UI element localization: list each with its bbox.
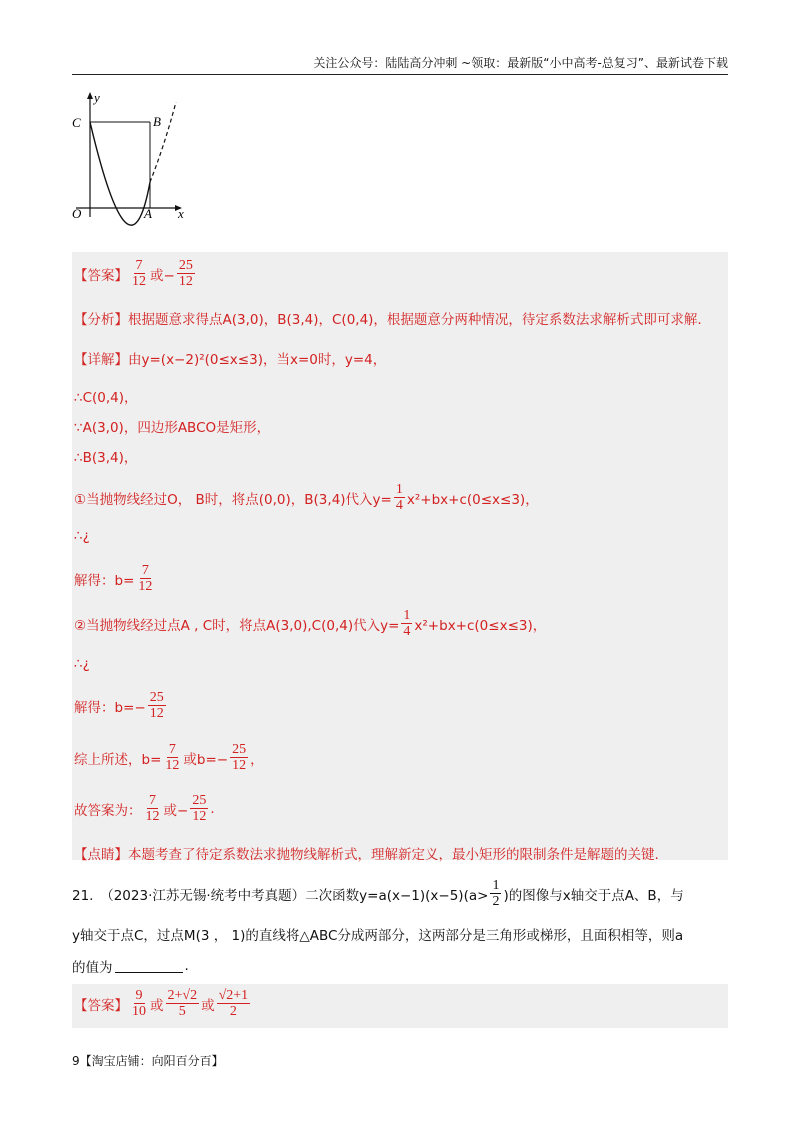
page-footer: 9【淘宝店铺：向阳百分百】 bbox=[72, 1054, 224, 1068]
question-21-text-1: 21. （2023·江苏无锡·统考中考真题）二次函数y=a(x−1)(x−5)(a> bbox=[72, 887, 489, 904]
step-b: ∴B(3,4)， bbox=[74, 450, 138, 466]
label-o: O bbox=[72, 206, 82, 221]
y-axis-arrow bbox=[87, 92, 93, 99]
final-tail: . bbox=[210, 800, 215, 817]
question-21-text-1b: )的图像与x轴交于点A、B，与 bbox=[503, 887, 684, 904]
question-21-line-2: y轴交于点C，过点M(3 ， 1)的直线将△ABC分成两部分，这两部分是三角形或梯形，且面积相等，则a bbox=[72, 928, 684, 944]
step-rectangle: ∵A(3,0)，四边形ABCO是矩形， bbox=[74, 420, 271, 436]
label-x: x bbox=[178, 206, 184, 221]
final-fraction-2: $\frac{25}{12}$ bbox=[192, 793, 207, 824]
label-y: y bbox=[94, 92, 100, 105]
final-or: 或− bbox=[163, 802, 189, 819]
answer-2-tag: 【答案】 bbox=[74, 997, 128, 1014]
detail-line bbox=[74, 348, 386, 368]
page-header: 关注公众号：陆陆高分冲刺 ~领取：最新版“小中高考-总复习”、最新试卷下载 bbox=[72, 54, 728, 75]
case-2-text: ②当抛物线经过点A , C时，将点A(3,0),C(0,4)代入y= bbox=[74, 617, 400, 634]
case-1-text: ①当抛物线经过O， B时，将点(0,0)，B(3,4)代入y= bbox=[74, 491, 392, 508]
analysis-tag: 【分析】 bbox=[74, 312, 128, 328]
answer-blank bbox=[115, 960, 183, 973]
summary-or: 或b=− bbox=[183, 751, 229, 768]
summary-text: 综上所述，b= bbox=[74, 751, 162, 768]
answer-2-fraction-2: $\frac{2+√2}{5}$ bbox=[167, 988, 198, 1019]
solve-2-text: 解得：b=− bbox=[74, 699, 146, 716]
label-a: A bbox=[144, 206, 152, 221]
therefore-2: ∴¿ bbox=[74, 656, 90, 672]
summary-tail: ， bbox=[250, 751, 264, 768]
parabola-graph bbox=[68, 92, 198, 227]
answer-2-or-2: 或 bbox=[201, 997, 215, 1014]
solve-2-fraction: $\frac{25}{12}$ bbox=[149, 690, 164, 721]
answer-2-or-1: 或 bbox=[150, 997, 164, 1014]
solve-2-line bbox=[74, 690, 168, 721]
question-21-line-3 bbox=[72, 956, 189, 976]
answer-fraction-1: $\frac{7}{12}$ bbox=[132, 258, 146, 289]
analysis-text: 根据题意求得点A(3,0)，B(3,4)，C(0,4)，根据题意分两种情况，待定系数法求解析式即可求解. bbox=[128, 312, 702, 328]
detail-text: 由y=(x−2)²(0≤x≤3)，当x=0时，y=4， bbox=[128, 352, 387, 368]
solve-1-text: 解得：b= bbox=[74, 572, 135, 589]
summary-fraction-1: $\frac{7}{12}$ bbox=[165, 742, 180, 773]
case-1-tail: x²+bx+c(0≤x≤3)， bbox=[406, 491, 539, 508]
question-21-half: $\frac{1}{2}$ bbox=[492, 878, 500, 909]
answer-fraction-2: $\frac{25}{12}$ bbox=[178, 258, 193, 289]
question-21-text-3: 的值为 bbox=[72, 960, 113, 976]
label-c: C bbox=[72, 115, 81, 130]
step-c: ∴C(0,4)， bbox=[74, 390, 138, 406]
therefore-1: ∴¿ bbox=[74, 528, 90, 544]
answer-2-line bbox=[74, 988, 252, 1019]
answer-line bbox=[74, 258, 197, 289]
question-21-line-1 bbox=[72, 878, 684, 909]
case-2-fraction: $\frac{1}{4}$ bbox=[403, 608, 411, 639]
solve-1-fraction: $\frac{7}{12}$ bbox=[138, 563, 153, 594]
answer-2-fraction-1: $\frac{9}{10}$ bbox=[132, 988, 146, 1019]
comment-line bbox=[74, 843, 659, 863]
final-answer-text: 故答案为： bbox=[74, 802, 142, 819]
summary-line bbox=[74, 742, 264, 773]
summary-fraction-2: $\frac{25}{12}$ bbox=[232, 742, 247, 773]
detail-tag: 【详解】 bbox=[74, 352, 128, 368]
solve-1-line bbox=[74, 563, 156, 594]
comment-text: 本题考查了待定系数法求抛物线解析式，理解新定义，最小矩形的限制条件是解题的关键. bbox=[128, 847, 659, 863]
parabola-solid bbox=[90, 122, 150, 225]
case-2-tail: x²+bx+c(0≤x≤3)， bbox=[414, 617, 547, 634]
final-fraction-1: $\frac{7}{12}$ bbox=[145, 793, 160, 824]
analysis-line bbox=[74, 308, 702, 328]
comment-tag: 【点睛】 bbox=[74, 847, 128, 863]
case-1-line bbox=[74, 482, 539, 513]
question-21-end: . bbox=[184, 958, 189, 974]
label-b: B bbox=[153, 114, 161, 129]
case-1-fraction: $\frac{1}{4}$ bbox=[395, 482, 403, 513]
case-2-line bbox=[74, 608, 546, 639]
answer-2-fraction-3: $\frac{√2+1}{2}$ bbox=[218, 988, 249, 1019]
final-answer-line bbox=[74, 793, 215, 824]
answer-tag: 【答案】 bbox=[74, 267, 128, 284]
answer-or: 或− bbox=[150, 267, 175, 284]
